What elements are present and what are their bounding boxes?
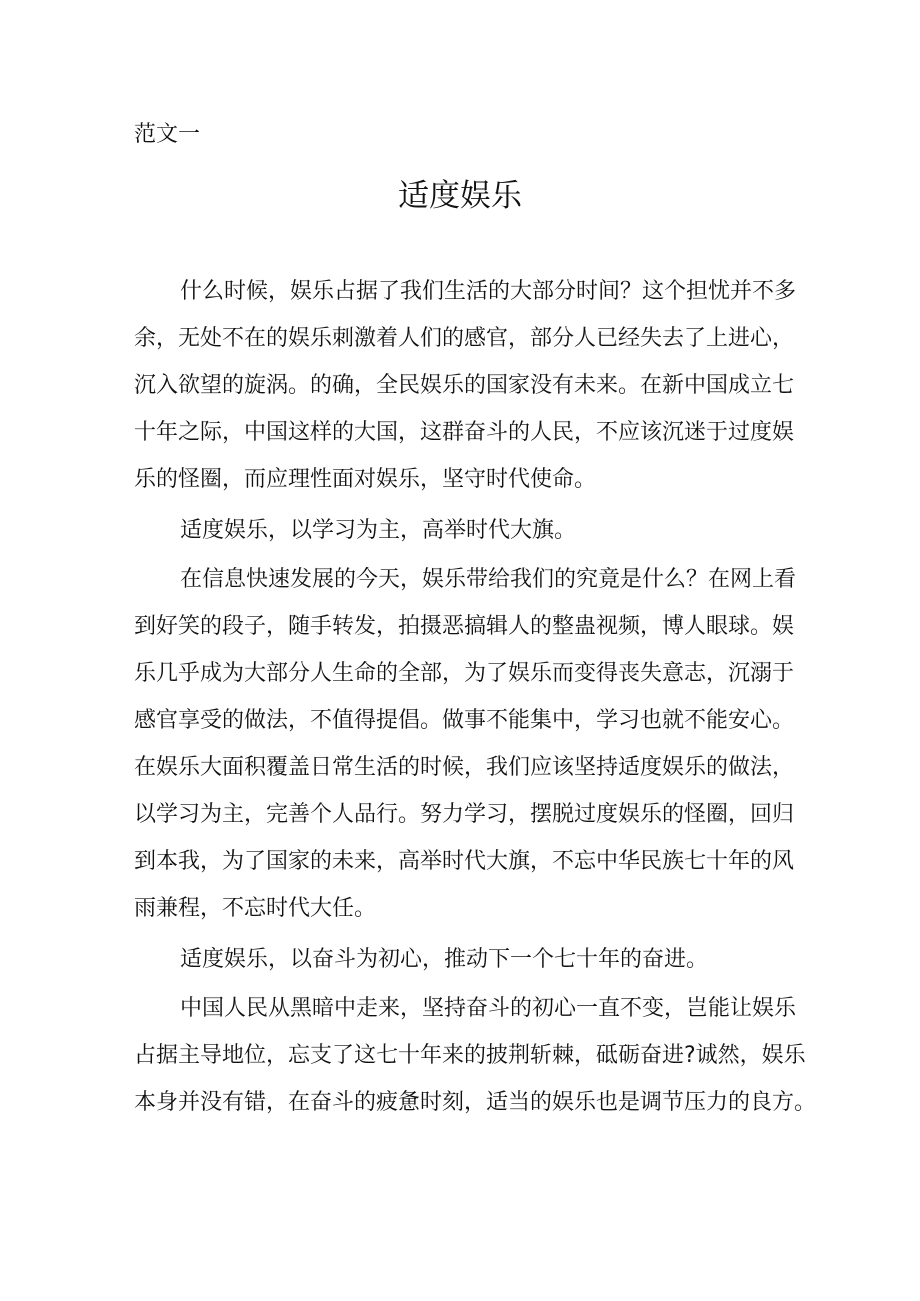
paragraph-line: 乐的怪圈，而应理性面对娱乐，坚守时代使命。 bbox=[134, 467, 597, 492]
paragraph-line: 雨兼程，不忘时代大任。 bbox=[134, 896, 377, 921]
paragraph-line: 感官享受的做法，不值得提倡。做事不能集中，学习也就不能安心。 bbox=[134, 708, 795, 733]
paragraph-line: 在娱乐大面积覆盖日常生活的时候，我们应该坚持适度娱乐的做法， bbox=[134, 755, 795, 780]
paragraph-line: 到本我，为了国家的未来，高举时代大旗，不忘中华民族七十年的风 bbox=[134, 849, 795, 874]
paragraph-line: 中国人民从黑暗中走来，坚持奋斗的初心一直不变，岂能让娱乐 bbox=[180, 996, 797, 1021]
paragraph-line: 乐几乎成为大部分人生命的全部，为了娱乐而变得丧失意志，沉溺于 bbox=[134, 661, 795, 686]
paragraph-line: 占据主导地位，忘支了这七十年来的披荆斩棘，砥砺奋进?诚然，娱乐 bbox=[134, 1043, 806, 1068]
section-heading-line: 适度娱乐，以奋斗为初心，推动下一个七十年的奋进。 bbox=[180, 947, 709, 972]
paragraph-line: 在信息快速发展的今天，娱乐带给我们的究竟是什么？在网上看 bbox=[180, 567, 797, 592]
paragraph-line: 沉入欲望的旋涡。的确，全民娱乐的国家没有未来。在新中国成立七 bbox=[134, 373, 795, 398]
essay-title: 适度娱乐 bbox=[398, 178, 522, 214]
paragraph-line: 什么时候，娱乐占据了我们生活的大部分时间？这个担忧并不多 bbox=[180, 279, 797, 304]
paragraph-line: 到好笑的段子，随手转发，拍摄恶搞辑人的整蛊视频，博人眼球。娱 bbox=[134, 614, 795, 639]
paragraph-line: 余，无处不在的娱乐刺激着人们的感官，部分人已经失去了上进心， bbox=[134, 326, 795, 351]
paragraph-line: 十年之际，中国这样的大国，这群奋斗的人民，不应该沉迷于过度娱 bbox=[134, 420, 795, 445]
section-heading-line: 适度娱乐，以学习为主，高举时代大旗。 bbox=[180, 518, 577, 543]
essay-label: 范文一 bbox=[134, 122, 201, 147]
paragraph-line: 本身并没有错，在奋斗的疲惫时刻，适当的娱乐也是调节压力的良方。 bbox=[134, 1090, 817, 1115]
paragraph-line: 以学习为主，完善个人品行。努力学习，摆脱过度娱乐的怪圈，回归 bbox=[134, 802, 795, 827]
